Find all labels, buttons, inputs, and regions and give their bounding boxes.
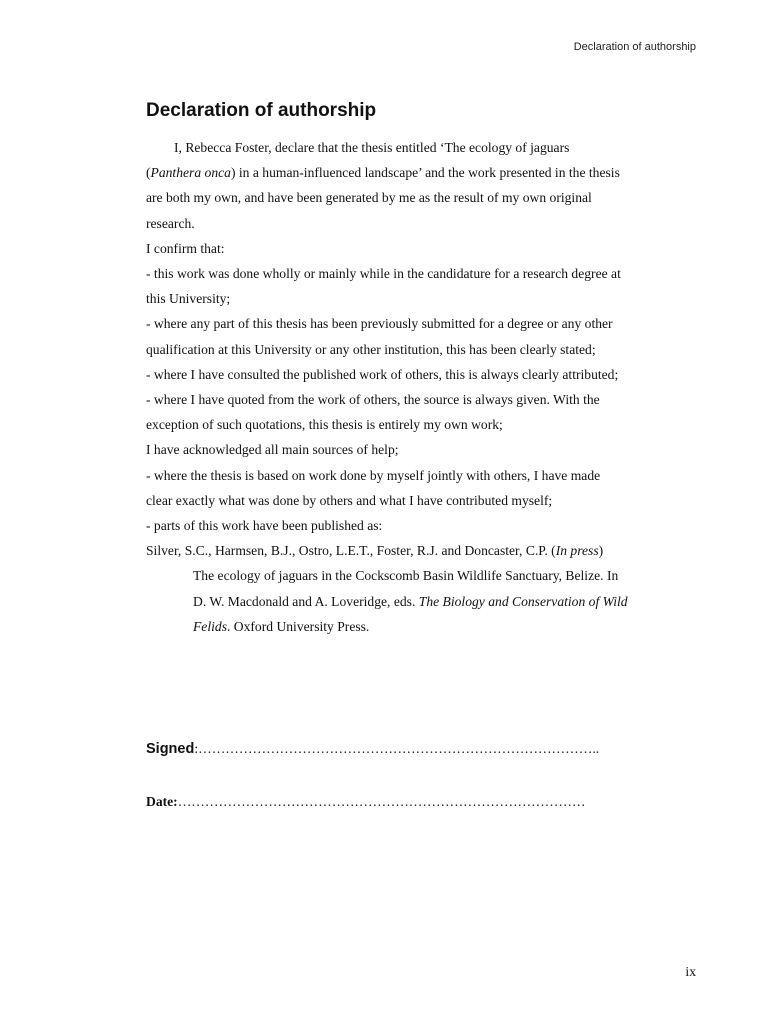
reference-book-title-cont: Felids [193, 618, 227, 634]
list-item: - where I have quoted from the work of others, the source is always given. With the [146, 392, 600, 408]
reference-line [146, 614, 698, 639]
reference-line [146, 589, 698, 614]
list-item: - where the thesis is based on work done by myself jointly with others, I have made [146, 467, 601, 483]
date-label: Date: [146, 794, 178, 809]
reference-book-title: The Biology and Conservation of Wild [418, 593, 628, 609]
signed-label: Signed [146, 741, 195, 757]
signature-line [146, 741, 698, 757]
list-item-cont: qualification at this University or any other institution, this has been clearly stated; [146, 341, 596, 357]
list-item-cont: this University; [146, 291, 231, 307]
list-item: I have acknowledged all main sources of help; [146, 442, 399, 458]
paragraph-line: are both my own, and have been generated by me as the result of my own original [146, 190, 592, 206]
paragraph-line: I, Rebecca Foster, declare that the thesis entitled ‘The ecology of jaguars [174, 140, 570, 155]
list-item: - where I have consulted the published work of others, this is always clearly attributed; [146, 366, 619, 382]
paragraph-line [146, 160, 698, 185]
list-item: - where any part of this thesis has been previously submitted for a degree or any other [146, 316, 613, 332]
reference-publisher: . Oxford University Press. [226, 618, 370, 634]
running-header: Declaration of authorship [573, 41, 696, 53]
signed-dots: :…………………………………………………………………………….. [194, 741, 600, 756]
reference-line: The ecology of jaguars in the Cockscomb Basin Wildlife Sanctuary, Belize. In [193, 568, 619, 584]
reference-status: In press [555, 543, 599, 559]
species-name: Panthera onca [150, 165, 231, 181]
paragraph-line: research. [146, 215, 195, 231]
date-line [146, 794, 698, 810]
list-item-cont: clear exactly what was done by others and what I have contributed myself; [146, 492, 553, 508]
reference-authors-text: Silver, S.C., Harmsen, B.J., Ostro, L.E.T., Foster, R.J. and Doncaster, C.P. ( [146, 543, 556, 559]
page-number: ix [685, 964, 696, 979]
paragraph-text: ) in a human-influenced landscape’ and the work presented in the thesis [230, 165, 620, 181]
confirm-intro: I confirm that: [146, 240, 225, 256]
reference-authors [146, 538, 698, 563]
declaration-body [146, 135, 698, 639]
list-item: - parts of this work have been published as: [146, 518, 383, 534]
list-item-cont: exception of such quotations, this thesis is entirely my own work; [146, 417, 503, 433]
page-title: Declaration of authorship [146, 100, 377, 121]
paren-close: ) [598, 543, 604, 559]
reference-editors: D. W. Macdonald and A. Loveridge, eds. [193, 593, 419, 609]
paren-open: ( [146, 165, 151, 181]
list-item: - this work was done wholly or mainly while in the candidature for a research degree at [146, 266, 621, 282]
date-dots: ……………………………………………………………………………… [177, 794, 586, 809]
